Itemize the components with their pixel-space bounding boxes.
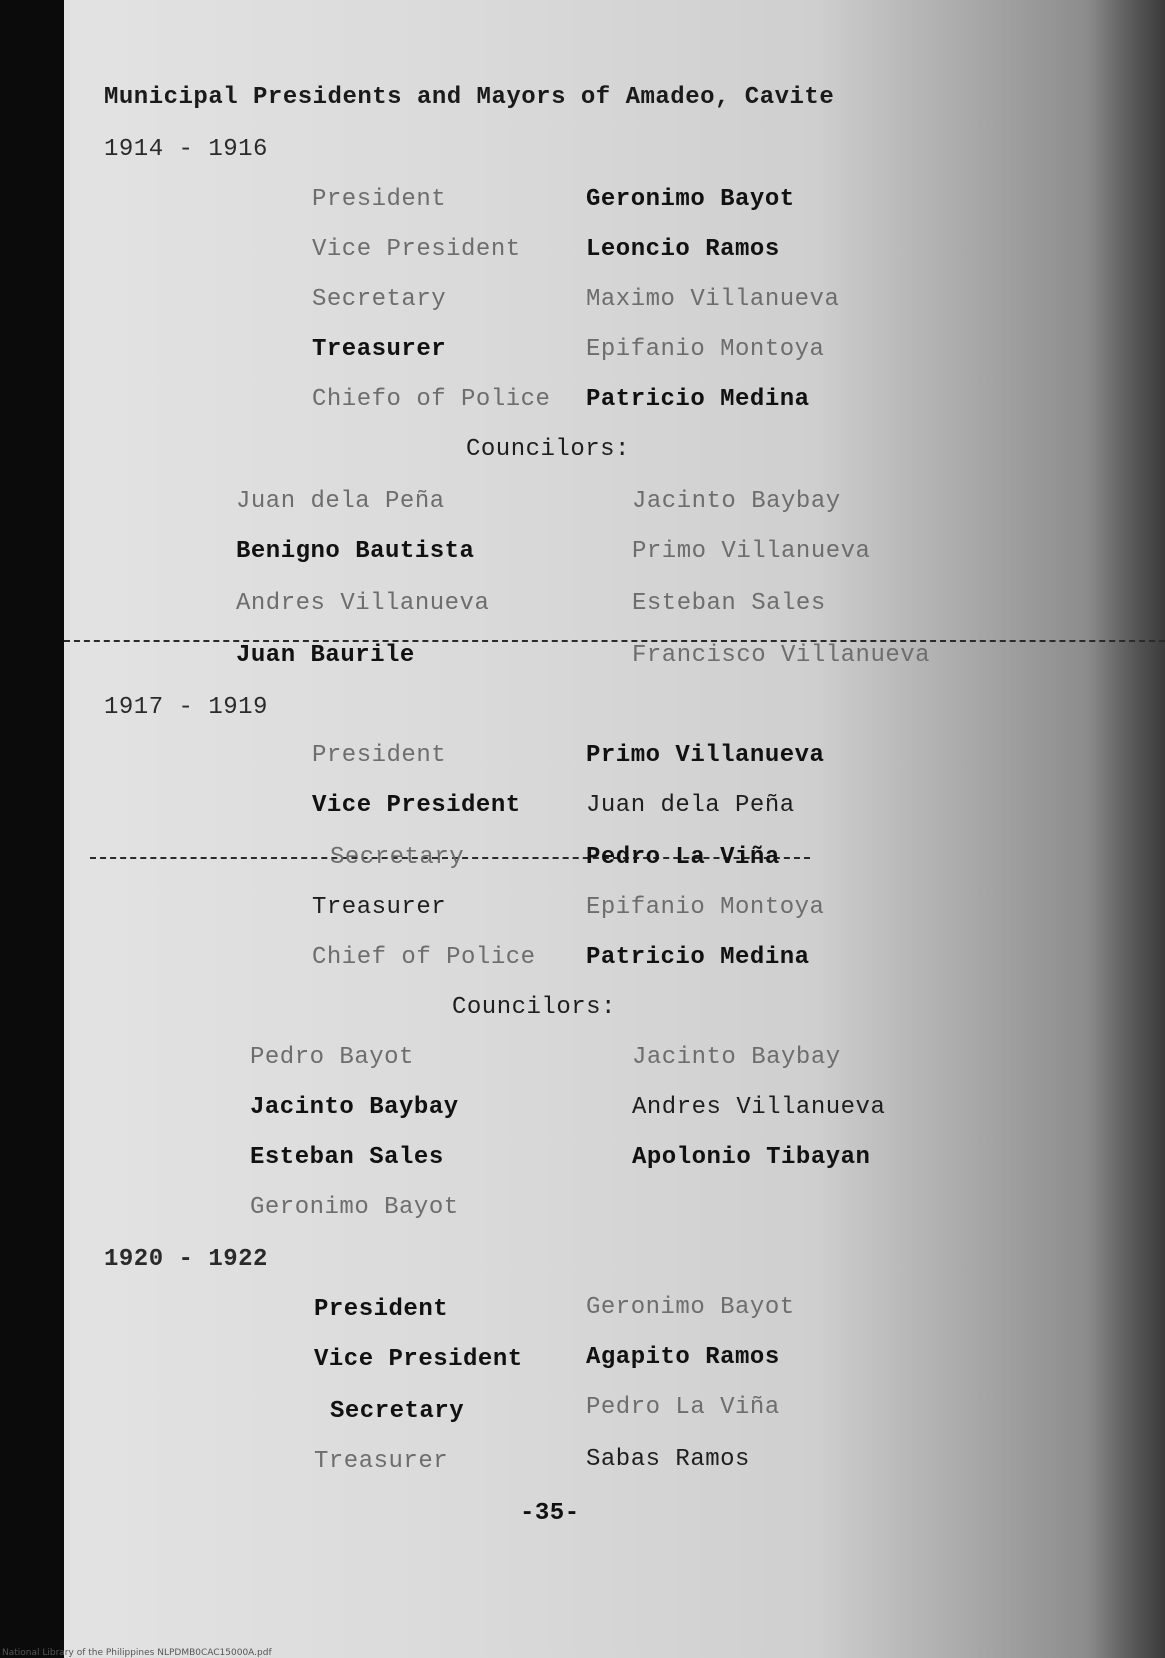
role-label: President <box>314 1296 449 1323</box>
councilor-name: Francisco Villanueva <box>632 642 931 669</box>
official-name: Sabas Ramos <box>586 1446 750 1473</box>
role-label: Vice President <box>312 792 521 819</box>
official-name: Epifanio Montoya <box>586 894 825 921</box>
role-label: Chiefo of Police <box>312 386 551 413</box>
councilor-name: Juan Baurile <box>236 642 415 669</box>
scan-edge-right <box>1085 0 1165 1658</box>
councilor-name: Primo Villanueva <box>632 538 871 565</box>
role-label: Treasurer <box>314 1448 449 1475</box>
councilor-name: Juan dela Peña <box>236 488 445 515</box>
councilors-heading: Councilors: <box>452 994 616 1021</box>
councilors-heading: Councilors: <box>466 436 630 463</box>
role-label: Secretary <box>330 1398 465 1425</box>
councilor-name: Jacinto Baybay <box>250 1094 459 1121</box>
role-label: Vice President <box>312 236 521 263</box>
councilor-name: Pedro Bayot <box>250 1044 414 1071</box>
role-label: Treasurer <box>312 894 447 921</box>
term-years: 1920 - 1922 <box>104 1246 268 1273</box>
term-years: 1914 - 1916 <box>104 136 268 163</box>
official-name: Pedro La Viña <box>586 1394 780 1421</box>
scan-artifact-line <box>64 640 1165 642</box>
official-name: Patricio Medina <box>586 386 810 413</box>
page-number: -35- <box>520 1500 580 1527</box>
official-name: Leoncio Ramos <box>586 236 780 263</box>
official-name: Patricio Medina <box>586 944 810 971</box>
official-name: Geronimo Bayot <box>586 186 795 213</box>
councilor-name: Geronimo Bayot <box>250 1194 459 1221</box>
councilor-name: Jacinto Baybay <box>632 1044 841 1071</box>
councilor-name: Benigno Bautista <box>236 538 475 565</box>
councilor-name: Esteban Sales <box>250 1144 444 1171</box>
councilor-name: Apolonio Tibayan <box>632 1144 871 1171</box>
role-label: President <box>312 742 447 769</box>
councilor-name: Andres Villanueva <box>236 590 490 617</box>
role-label: Secretary <box>330 844 465 871</box>
councilor-name: Andres Villanueva <box>632 1094 886 1121</box>
role-label: Secretary <box>312 286 447 313</box>
page-title: Municipal Presidents and Mayors of Amadeo, Cavite <box>104 84 835 111</box>
official-name: Geronimo Bayot <box>586 1294 795 1321</box>
official-name: Agapito Ramos <box>586 1344 780 1371</box>
official-name: Maximo Villanueva <box>586 286 840 313</box>
councilor-name: Jacinto Baybay <box>632 488 841 515</box>
official-name: Primo Villanueva <box>586 742 825 769</box>
role-label: Chief of Police <box>312 944 536 971</box>
official-name: Pedro La Viña <box>586 844 780 871</box>
role-label: Treasurer <box>312 336 447 363</box>
scan-footer: National Library of the Philippines NLPDMB0CAC15000A.pdf <box>2 1648 272 1658</box>
role-label: Vice President <box>314 1346 523 1373</box>
official-name: Juan dela Peña <box>586 792 795 819</box>
official-name: Epifanio Montoya <box>586 336 825 363</box>
role-label: President <box>312 186 447 213</box>
scan-edge-left <box>0 0 64 1658</box>
term-years: 1917 - 1919 <box>104 694 268 721</box>
councilor-name: Esteban Sales <box>632 590 826 617</box>
